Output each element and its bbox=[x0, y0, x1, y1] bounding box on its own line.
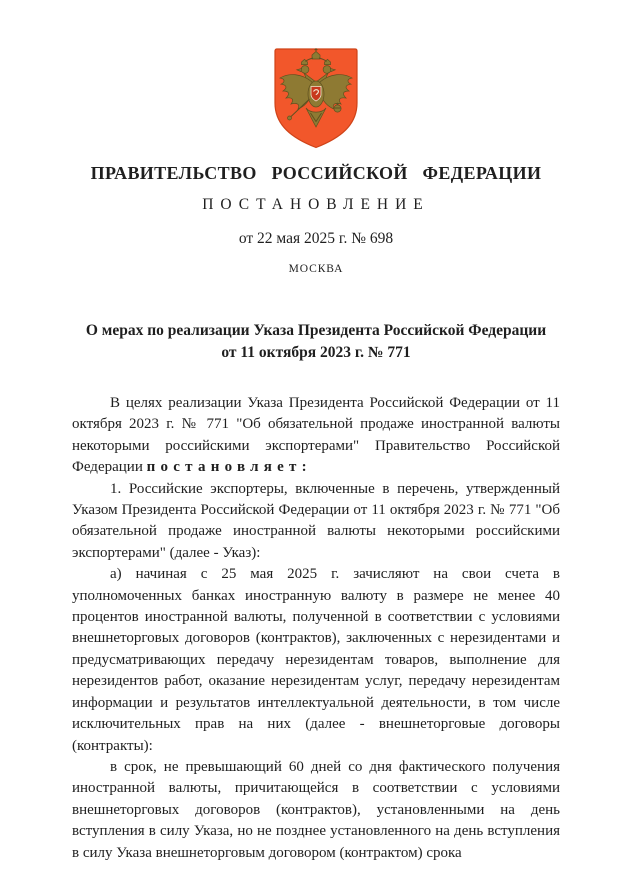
russia-coat-of-arms-icon bbox=[271, 47, 361, 150]
emblem-container bbox=[0, 47, 632, 150]
document-title-line1: О мерах по реализации Указа Президента Российской Федерации bbox=[85, 322, 547, 339]
paragraph-text: а) начиная с 25 мая 2025 г. зачисляют на свои счета в уполномоченных банках иностранную валюту в размере не менее 40 процентов иностранной валюты, полученной в соответствии с условиями внешнеторговых договоров (контрактов), заключенных с нерезидентами и предусматривающих передачу нерезидентам товаров, выполнение для нерезидентов работ, оказание нерезидентам услуг, передачу нерезидентам информации и результатов интеллектуальной деятельности, в том числе исключительных прав на них (далее - внешнеторговые договоры (контракты): bbox=[72, 566, 560, 754]
body-paragraph bbox=[72, 757, 560, 864]
document-title bbox=[0, 320, 632, 364]
paragraph-text: в срок, не превышающий 60 дней со дня фактического получения иностранной валюты, причитающейся в соответствии с условиями внешнеторговых договоров (контрактов), установленными на день вступления в силу Указа, но не позднее установленного на день вступления в силу Указа внешнеторговым договором (контрактом) срока bbox=[72, 758, 560, 861]
document-title-line2: от 11 октября 2023 г. № 771 bbox=[221, 344, 411, 361]
document-body bbox=[0, 393, 632, 864]
date-and-number: от 22 мая 2025 г. № 698 bbox=[238, 230, 394, 247]
issuing-authority: ПРАВИТЕЛЬСТВО РОССИЙСКОЙ ФЕДЕРАЦИИ bbox=[90, 163, 542, 183]
paragraph-text: 1. Российские экспортеры, включенные в перечень, утвержденный Указом Президента Российской Федерации от 11 октября 2023 г. № 771 "Об обязательной продаже иностранной валюты некоторыми российскими экспортерами" (далее - Указ): bbox=[72, 480, 560, 561]
body-paragraph bbox=[72, 479, 560, 565]
resolve-word: постановляет: bbox=[146, 459, 312, 476]
inner-shield-st-george bbox=[311, 87, 321, 102]
city-label: МОСКВА bbox=[288, 263, 344, 275]
body-paragraph bbox=[72, 564, 560, 757]
paragraph-text: В целях реализации Указа Президента Российской Федерации от 11 октября 2023 г. № 771 "Об обязательной продаже иностранной валюты некоторыми российскими экспортерами" Правительство Российской Федерации bbox=[72, 395, 560, 476]
body-paragraph bbox=[72, 393, 560, 479]
document-type: ПОСТАНОВЛЕНИЕ bbox=[202, 196, 430, 213]
